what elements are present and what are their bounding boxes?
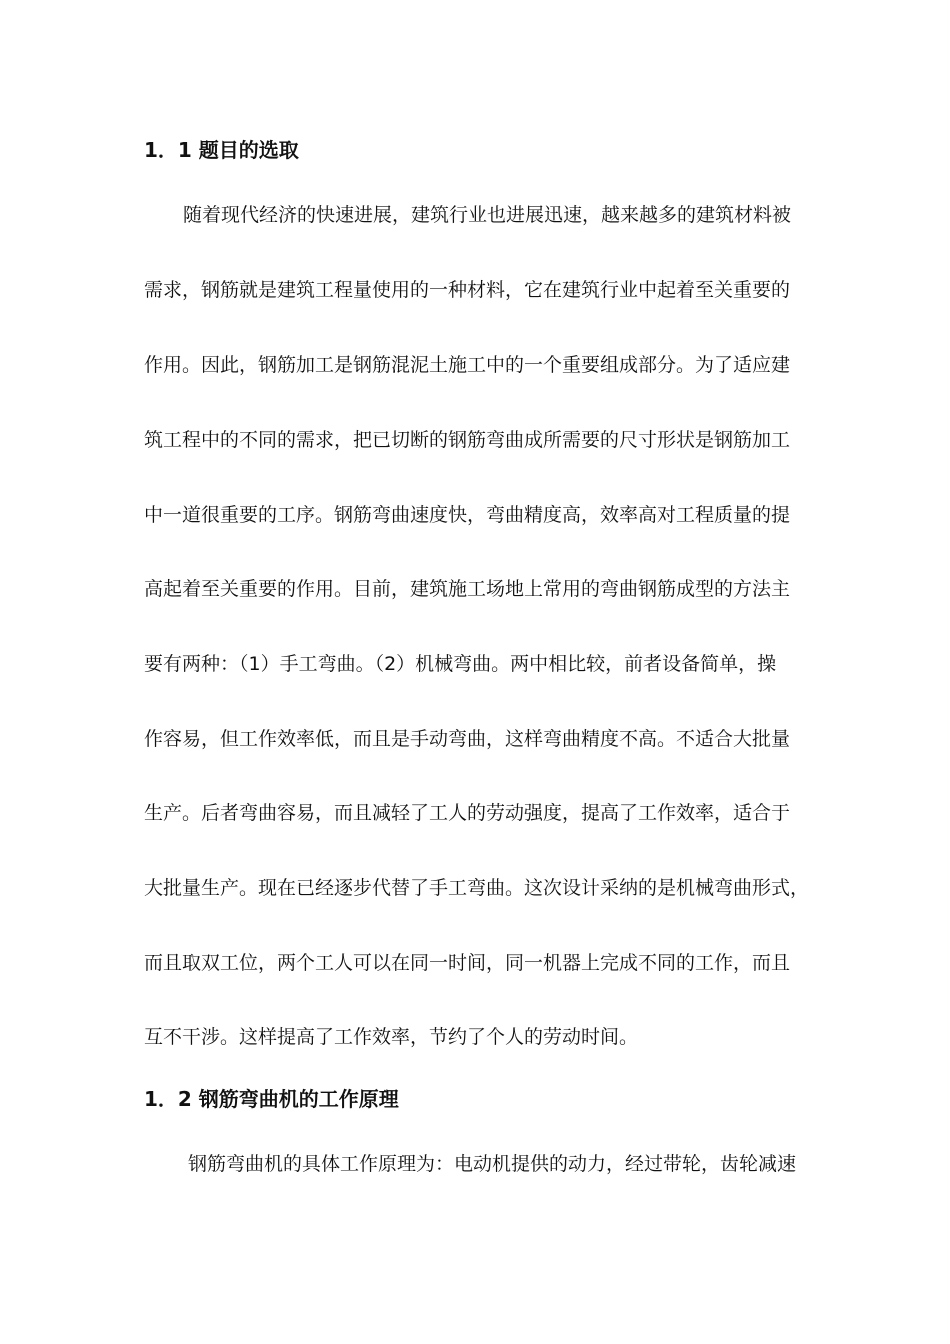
paragraph-line: 钢筋弯曲机的具体工作原理为：电动机提供的动力，经过带轮，齿轮减速 xyxy=(188,1153,797,1175)
paragraph-line: 互不干涉。这样提高了工作效率，节约了个人的劳动时间。 xyxy=(144,1026,639,1048)
paragraph-line: 筑工程中的不同的需求，把已切断的钢筋弯曲成所需要的尺寸形状是钢筋加工 xyxy=(144,429,791,451)
paragraph-line: 而且取双工位，两个工人可以在同一时间，同一机器上完成不同的工作，而且 xyxy=(144,952,791,974)
paragraph-line: 高起着至关重要的作用。目前，建筑施工场地上常用的弯曲钢筋成型的方法主 xyxy=(144,578,791,600)
paragraph-line: 生产。后者弯曲容易，而且减轻了工人的劳动强度，提高了工作效率，适合于 xyxy=(144,802,791,824)
paragraph-line: 大批量生产。现在已经逐步代替了手工弯曲。这次设计采纳的是机械弯曲形式， xyxy=(144,877,810,899)
paragraph-line: 随着现代经济的快速进展，建筑行业也进展迅速，越来越多的建筑材料被 xyxy=(183,204,792,226)
section-heading-1-1: 1．1 题目的选取 xyxy=(144,138,299,162)
paragraph-line: 作用。因此，钢筋加工是钢筋混泥土施工中的一个重要组成部分。为了适应建 xyxy=(144,354,791,376)
paragraph-line: 作容易，但工作效率低，而且是手动弯曲，这样弯曲精度不高。不适合大批量 xyxy=(144,728,791,750)
paragraph-line: 中一道很重要的工序。钢筋弯曲速度快，弯曲精度高，效率高对工程质量的提 xyxy=(144,504,791,526)
paragraph-line: 需求，钢筋就是建筑工程量使用的一种材料，它在建筑行业中起着至关重要的 xyxy=(144,279,791,301)
section-heading-1-2: 1．2 钢筋弯曲机的工作原理 xyxy=(144,1087,399,1111)
paragraph-line: 要有两种：（1）手工弯曲。（2）机械弯曲。两中相比较，前者设备简单，操 xyxy=(144,653,777,675)
